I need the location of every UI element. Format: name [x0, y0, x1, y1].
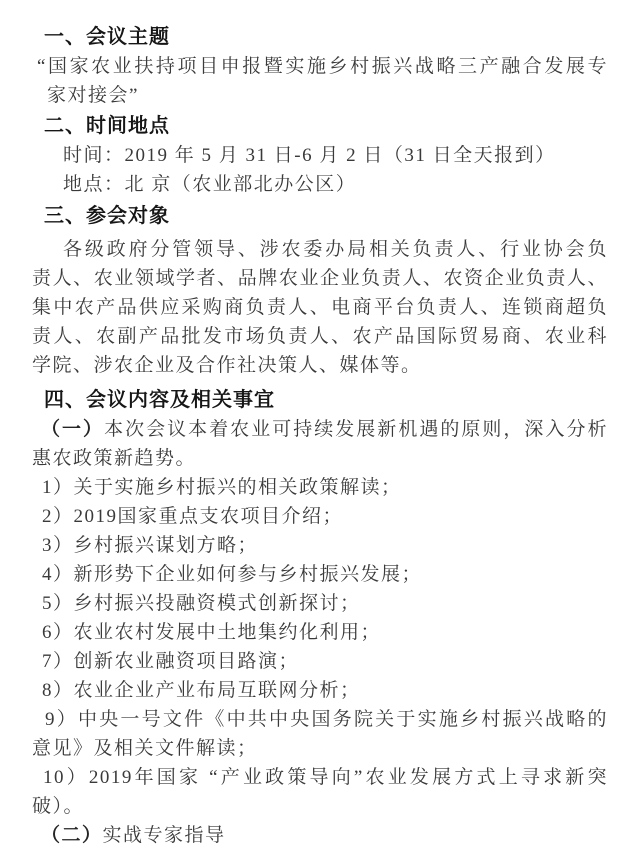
agenda-item: 6）农业农村发展中土地集约化利用； — [42, 622, 382, 643]
part2-line — [41, 821, 608, 850]
part1-intro-line-1 — [41, 415, 608, 444]
agenda-item: 1）关于实施乡村振兴的相关政策解读； — [42, 477, 402, 498]
agenda-item-9-line-2: 意见》及相关文件解读； — [32, 738, 258, 759]
section2-heading: 二、时间地点 — [44, 115, 170, 137]
agenda-item-10-line-1: 10）2019年国家 “产业政策导向”农业发展方式上寻求新突 — [43, 767, 608, 788]
participants-line: 学院、涉农企业及合作社决策人、媒体等。 — [32, 355, 422, 376]
participants-line: 责人、农业领域学者、品牌农业企业负责人、农资企业负责人、 — [32, 268, 608, 289]
part1-intro-text: 本次会议本着农业可持续发展新机遇的原则，深入分析 — [104, 419, 608, 440]
agenda-item: 2）2019国家重点支农项目介绍； — [42, 506, 344, 527]
agenda-item: 5）乡村振兴投融资模式创新探讨； — [42, 593, 361, 614]
part1-label: （一） — [41, 419, 105, 440]
part2-title: 实战专家指导 — [102, 825, 226, 846]
participants-line: 各级政府分管领导、涉农委办局相关负责人、行业协会负 — [63, 239, 608, 260]
part1-intro-line-2: 惠农政策新趋势。 — [32, 448, 197, 469]
section3-heading: 三、参会对象 — [44, 205, 170, 227]
part2-label: （二） — [41, 825, 103, 846]
agenda-item: 3）乡村振兴谋划方略； — [42, 535, 259, 556]
agenda-item: 7）创新农业融资项目路演； — [42, 651, 300, 672]
agenda-item-9-line-1: 9）中央一号文件《中共中央国务院关于实施乡村振兴战略的 — [45, 709, 608, 730]
place-line: 地点：北 京（农业部北办公区） — [63, 174, 357, 195]
section4-heading: 四、会议内容及相关事宜 — [44, 389, 275, 411]
theme-line-1: “国家农业扶持项目申报暨实施乡村振兴战略三产融合发展专 — [37, 56, 608, 77]
time-line: 时间：2019 年 5 月 31 日-6 月 2 日（31 日全天报到） — [63, 145, 556, 166]
participants-line: 责人、农副产品批发市场负责人、农产品国际贸易商、农业科 — [32, 326, 608, 347]
section1-heading: 一、会议主题 — [44, 26, 170, 48]
agenda-item: 8）农业企业产业布局互联网分析； — [42, 680, 361, 701]
agenda-item-10-line-2: 破）。 — [32, 796, 85, 817]
agenda-item: 4）新形势下企业如何参与乡村振兴发展； — [42, 564, 423, 585]
theme-line-2: 家对接会” — [47, 85, 139, 106]
participants-line: 集中农产品供应采购商负责人、电商平台负责人、连锁商超负 — [32, 297, 608, 318]
